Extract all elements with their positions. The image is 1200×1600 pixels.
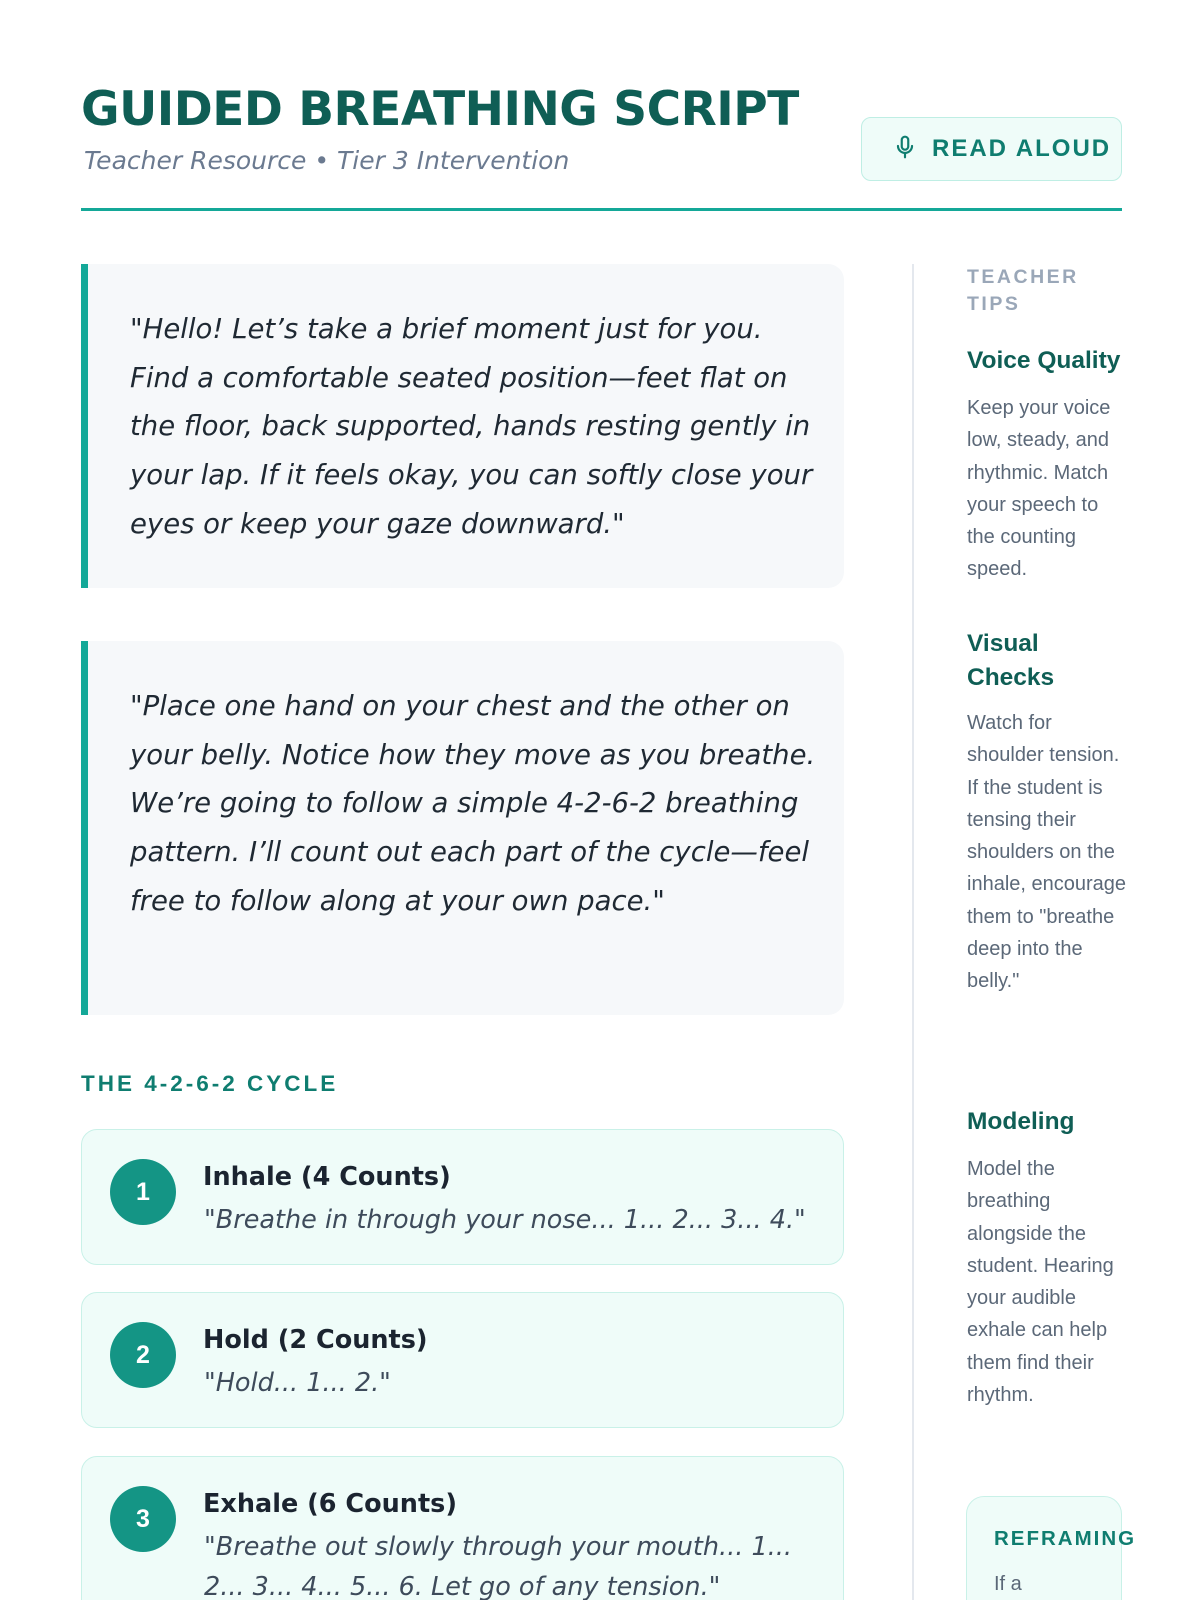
quote-text: "Place one hand on your chest and the other on your belly. Notice how they move as you breathe. We’re going to follow a simple 4-2-6-2 breathing pattern. I’ll count out each part of the cycle—feel free to follow along at your own pace."	[130, 690, 816, 917]
reframing-title: REFRAMING	[994, 1527, 1137, 1550]
step-title: Hold (2 Counts)	[203, 1325, 428, 1355]
microphone-icon	[892, 134, 918, 164]
tip-title: Modeling	[967, 1108, 1075, 1135]
script-quote	[81, 264, 844, 588]
step-number-badge: 1	[110, 1159, 176, 1225]
reframing-text: If a	[994, 1573, 1022, 1595]
page-header	[81, 80, 1122, 211]
page-title: GUIDED BREATHING SCRIPT	[81, 82, 799, 137]
read-aloud-label: READ ALOUD	[932, 135, 1112, 162]
step-instruction: "Breathe in through your nose... 1... 2... 3... 4."	[204, 1205, 806, 1235]
tip-title: Visual Checks	[967, 630, 1055, 691]
step-title: Exhale (6 Counts)	[203, 1489, 457, 1519]
step-instruction: "Hold... 1... 2."	[204, 1368, 391, 1398]
script-quote	[81, 641, 844, 1015]
cycle-step	[81, 1129, 844, 1265]
cycle-step	[81, 1456, 844, 1600]
cycle-step	[81, 1292, 844, 1428]
quote-text: "Hello! Let’s take a brief moment just for you. Find a comfortable seated position—feet flat on the floor, back supported, hands resting gently in your lap. If it feels okay, you can softly close your eyes or keep your gaze downward."	[130, 313, 813, 540]
tip-text: Watch for shoulder tension. If the student is tensing their shoulders on the inhale, encourage them to "breathe deep into the belly."	[967, 712, 1127, 993]
tip-text: Model the breathing alongside the student. Hearing your audible exhale can help them find their rhythm.	[967, 1158, 1114, 1407]
tip-text: Keep your voice low, steady, and rhythmic. Match your speech to the counting speed.	[967, 397, 1111, 581]
step-number-badge: 2	[110, 1322, 176, 1388]
read-aloud-button[interactable]	[861, 117, 1122, 181]
step-title: Inhale (4 Counts)	[203, 1162, 451, 1192]
page-subtitle: Teacher Resource • Tier 3 Intervention	[84, 146, 570, 175]
step-instruction: "Breathe out slowly through your mouth... 1... 2... 3... 4... 5... 6. Let go of any tension."	[204, 1532, 792, 1600]
sidebar-heading: TEACHER TIPS	[967, 266, 1079, 315]
reframing-callout	[966, 1496, 1137, 1600]
sidebar-divider	[912, 264, 914, 1600]
tip-title: Voice Quality	[967, 347, 1121, 374]
cycle-heading: THE 4-2-6-2 CYCLE	[81, 1071, 339, 1096]
step-number-badge: 3	[110, 1486, 176, 1552]
